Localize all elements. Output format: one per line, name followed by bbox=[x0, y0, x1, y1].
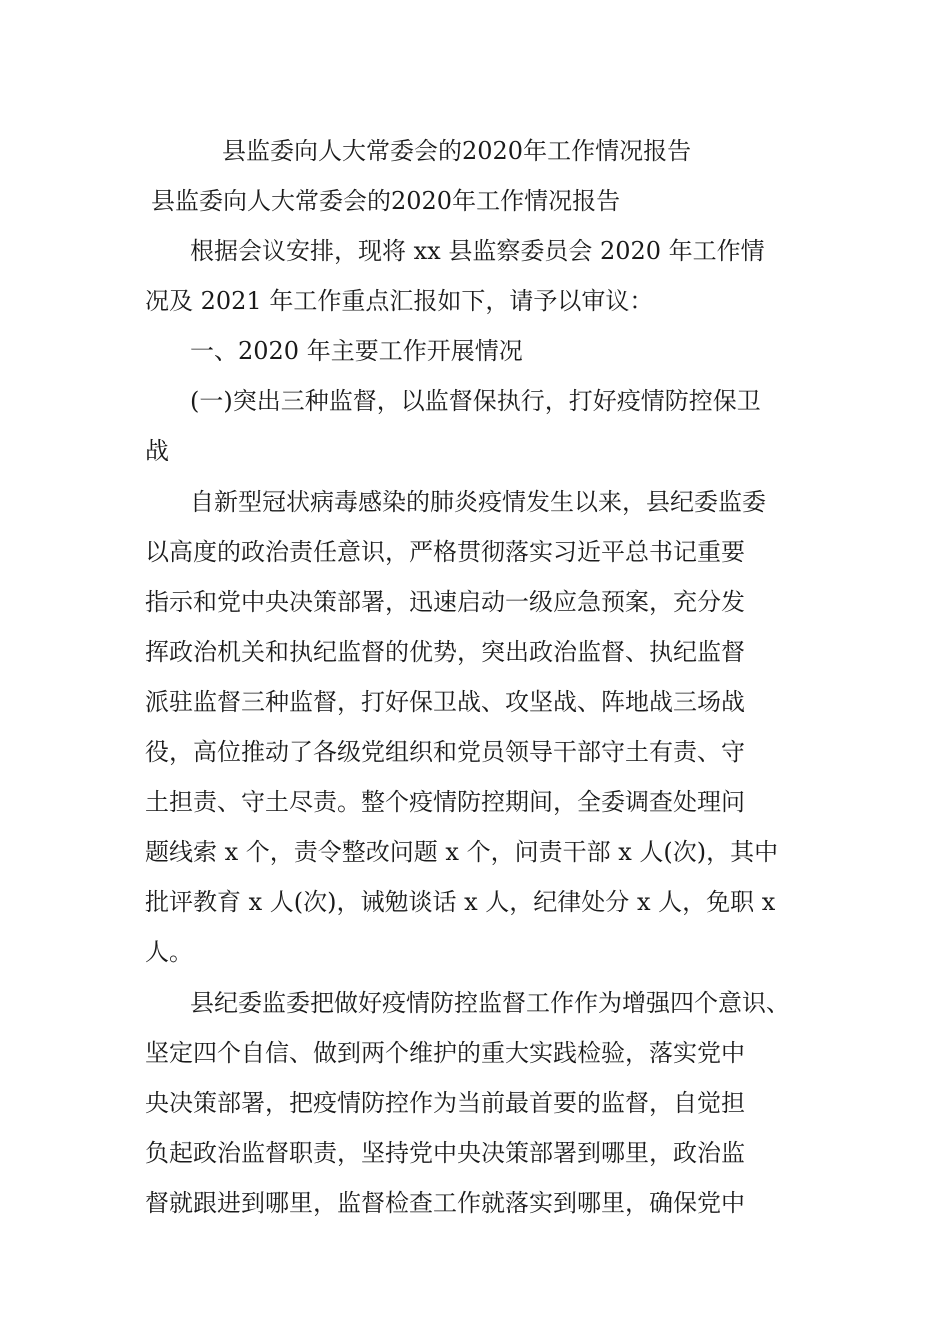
paragraph-line: 派驻监督三种监督，打好保卫战、攻坚战、阵地战三场战 bbox=[145, 688, 745, 716]
paragraph-line: 以高度的政治责任意识，严格贯彻落实习近平总书记重要 bbox=[145, 538, 745, 566]
paragraph-line: 土担责、守土尽责。整个疫情防控期间，全委调查处理问 bbox=[145, 788, 745, 816]
paragraph-line: 人。 bbox=[145, 938, 193, 966]
intro-line: 根据会议安排，现将 xx 县监察委员会 2020 年工作情 bbox=[190, 237, 765, 265]
intro-line: 况及 2021 年工作重点汇报如下，请予以审议： bbox=[145, 287, 654, 315]
paragraph-line: 批评教育 x 人(次)，诫勉谈话 x 人，纪律处分 x 人，免职 x bbox=[145, 888, 776, 916]
subsection-heading: (一)突出三种监督，以监督保执行，打好疫情防控保卫 bbox=[190, 387, 761, 415]
subsection-heading: 战 bbox=[145, 437, 169, 465]
paragraph-line: 督就跟进到哪里，监督检查工作就落实到哪里，确保党中 bbox=[145, 1189, 745, 1217]
paragraph-line: 题线索 x 个，责令整改问题 x 个，问责干部 x 人(次)，其中 bbox=[145, 838, 779, 866]
paragraph-line: 挥政治机关和执纪监督的优势，突出政治监督、执纪监督 bbox=[145, 638, 745, 666]
paragraph-line: 县纪委监委把做好疫情防控监督工作作为增强四个意识、 bbox=[190, 989, 790, 1017]
document-title: 县监委向人大常委会的2020年工作情况报告 bbox=[222, 137, 692, 165]
paragraph-line: 指示和党中央决策部署，迅速启动一级应急预案，充分发 bbox=[145, 588, 745, 616]
paragraph-line: 负起政治监督职责，坚持党中央决策部署到哪里，政治监 bbox=[145, 1139, 745, 1167]
paragraph-line: 役，高位推动了各级党组织和党员领导干部守土有责、守 bbox=[145, 738, 745, 766]
document-subtitle: 县监委向人大常委会的2020年工作情况报告 bbox=[151, 187, 621, 215]
paragraph-line: 自新型冠状病毒感染的肺炎疫情发生以来，县纪委监委 bbox=[190, 488, 766, 516]
section-heading: 一、2020 年主要工作开展情况 bbox=[190, 337, 523, 365]
paragraph-line: 坚定四个自信、做到两个维护的重大实践检验，落实党中 bbox=[145, 1039, 745, 1067]
paragraph-line: 央决策部署，把疫情防控作为当前最首要的监督，自觉担 bbox=[145, 1089, 745, 1117]
